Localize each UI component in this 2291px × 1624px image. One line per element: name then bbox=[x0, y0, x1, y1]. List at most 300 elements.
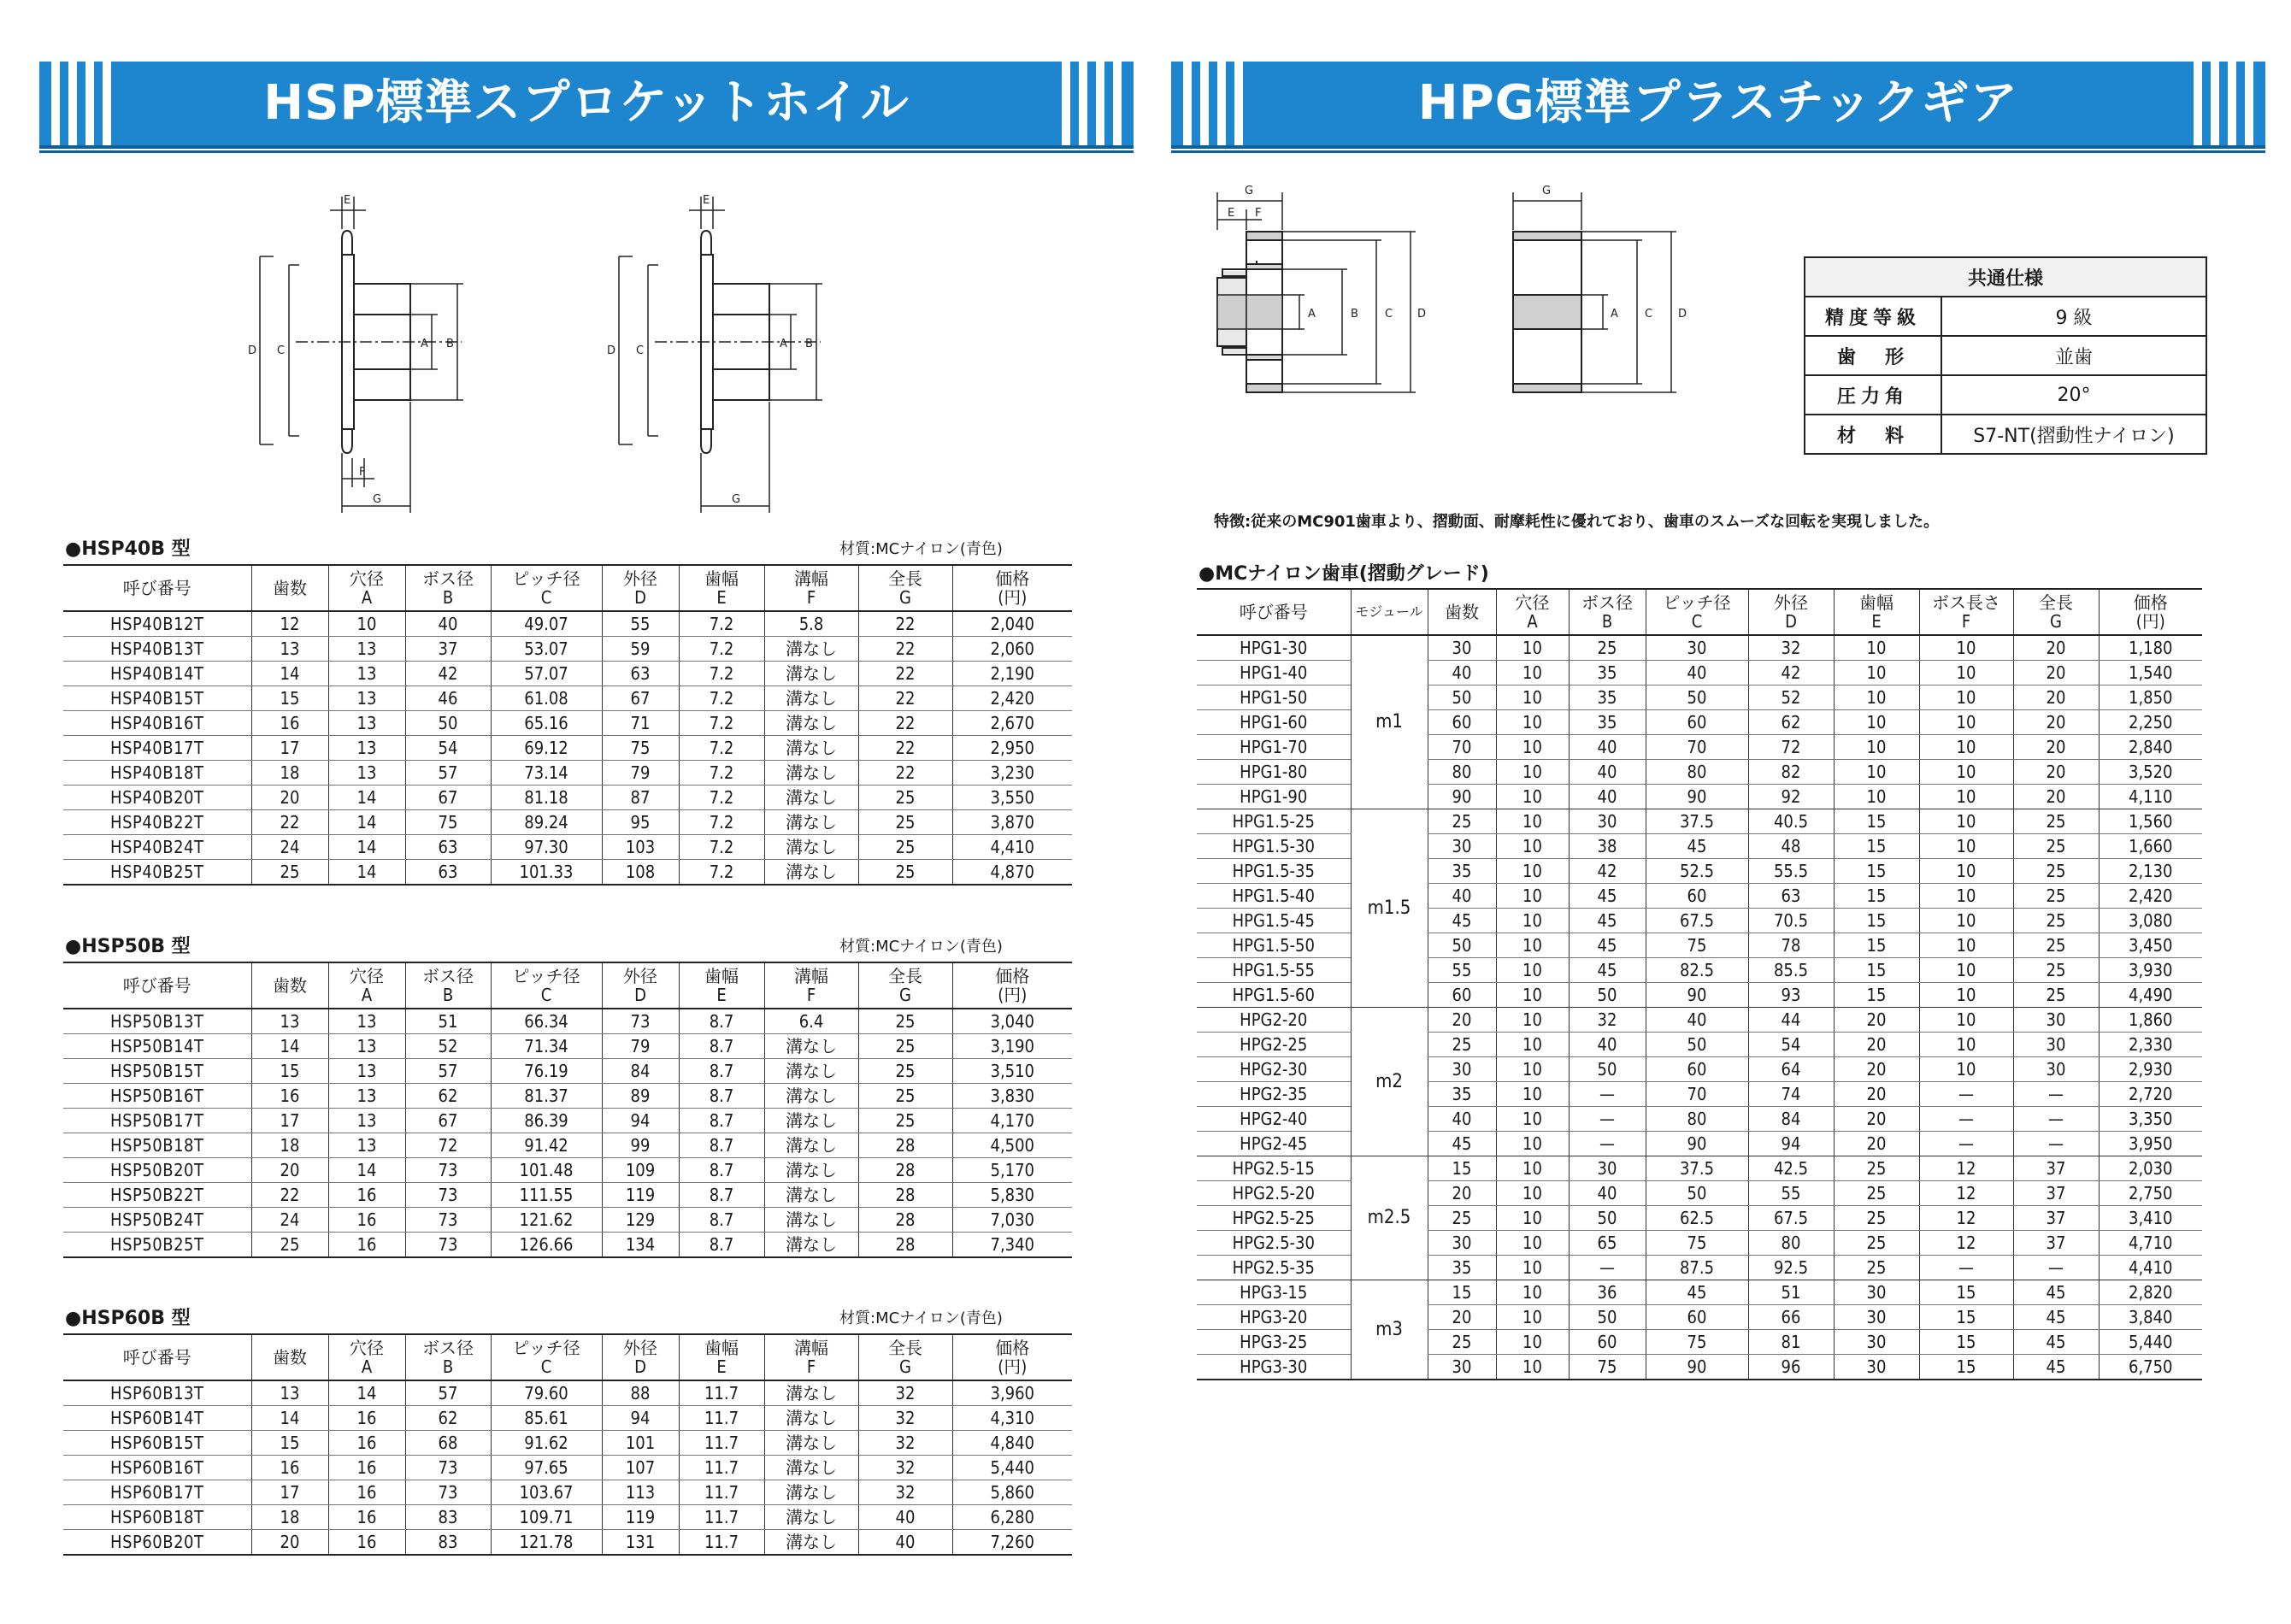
table-cell: 73 bbox=[405, 1183, 491, 1208]
spec-key-pressure-angle: 圧力角 bbox=[1805, 375, 1941, 415]
column-header: 価格 (円) bbox=[2099, 589, 2202, 635]
svg-text:A: A bbox=[780, 338, 787, 350]
hsp60b-material: 材質:MCナイロン(青色) bbox=[839, 1309, 1003, 1327]
table-cell: 45 bbox=[1569, 958, 1646, 983]
svg-text:A: A bbox=[1308, 308, 1316, 321]
table-cell: 103 bbox=[602, 835, 679, 860]
table-cell: 25 bbox=[1428, 1206, 1496, 1231]
table-cell: 134 bbox=[602, 1233, 679, 1258]
table-cell: 30 bbox=[1428, 635, 1496, 661]
table-cell: 1,860 bbox=[2099, 1008, 2202, 1033]
table-cell: 3,410 bbox=[2099, 1206, 2202, 1231]
table-cell: HSP40B13T bbox=[63, 637, 251, 662]
table-cell: 8.7 bbox=[679, 1233, 764, 1258]
table-cell: 13 bbox=[251, 1009, 328, 1034]
table-cell: 14 bbox=[328, 786, 405, 810]
module-cell: m1.5 bbox=[1351, 809, 1428, 1008]
table-cell: HSP50B18T bbox=[63, 1133, 251, 1158]
table-cell: HPG2.5-30 bbox=[1197, 1231, 1351, 1256]
table-cell: 10 bbox=[1919, 834, 2013, 859]
table-cell: 10 bbox=[1496, 1181, 1569, 1206]
table-cell: 85.5 bbox=[1748, 958, 1834, 983]
table-cell: 50 bbox=[1428, 933, 1496, 958]
table-cell: 45 bbox=[1569, 884, 1646, 909]
table-cell: 7.2 bbox=[679, 761, 764, 786]
table-cell: 44 bbox=[1748, 1008, 1834, 1033]
table-cell: 50 bbox=[1569, 1305, 1646, 1330]
table-cell: 40 bbox=[1569, 1181, 1646, 1206]
table-cell: HSP40B12T bbox=[63, 611, 251, 637]
table-cell: 25 bbox=[1834, 1181, 1919, 1206]
table-cell: 91.42 bbox=[491, 1133, 602, 1158]
hsp60b-title: ●HSP60B 型 bbox=[65, 1308, 191, 1329]
table-cell: 10 bbox=[1919, 859, 2013, 884]
column-header: 呼び番号 bbox=[1197, 589, 1351, 635]
table-cell: 83 bbox=[405, 1505, 491, 1530]
column-header: 歯幅 E bbox=[679, 1334, 764, 1380]
table-cell: 12 bbox=[1919, 1206, 2013, 1231]
table-cell: 16 bbox=[328, 1505, 405, 1530]
table-cell: 13 bbox=[328, 1009, 405, 1034]
table-cell: 20 bbox=[2013, 785, 2099, 809]
table-cell: 79 bbox=[602, 1034, 679, 1059]
module-cell: m3 bbox=[1351, 1280, 1428, 1380]
table-cell: 45 bbox=[2013, 1330, 2099, 1355]
svg-text:B: B bbox=[805, 338, 813, 350]
table-row bbox=[1197, 1280, 2202, 1305]
svg-text:C: C bbox=[1385, 308, 1393, 321]
table-cell: 溝なし bbox=[764, 1530, 858, 1556]
table-cell: 81.37 bbox=[491, 1084, 602, 1109]
table-cell: 66 bbox=[1748, 1305, 1834, 1330]
column-header: 価格 (円) bbox=[952, 962, 1072, 1009]
table-row bbox=[1197, 785, 2202, 809]
table-cell: 25 bbox=[1834, 1156, 1919, 1181]
table-cell: 溝なし bbox=[764, 860, 858, 886]
table-cell: 22 bbox=[858, 686, 952, 711]
table-cell: 10 bbox=[1834, 760, 1919, 785]
column-header: ボス径 B bbox=[405, 962, 491, 1009]
table-row bbox=[63, 611, 1072, 637]
table-cell: 2,750 bbox=[2099, 1181, 2202, 1206]
column-header: 全長 G bbox=[858, 962, 952, 1009]
table-row bbox=[63, 1233, 1072, 1258]
column-header: 呼び番号 bbox=[63, 1334, 251, 1380]
table-row bbox=[63, 1530, 1072, 1556]
table-cell: 1,660 bbox=[2099, 834, 2202, 859]
table-cell: 溝なし bbox=[764, 686, 858, 711]
table-cell: 17 bbox=[251, 736, 328, 761]
table-cell: 22 bbox=[858, 611, 952, 637]
svg-text:E: E bbox=[1228, 207, 1235, 220]
column-header: 穴径 A bbox=[1496, 589, 1569, 635]
table-cell: 10 bbox=[1834, 685, 1919, 710]
column-header: ピッチ径 C bbox=[491, 565, 602, 611]
table-cell: 20 bbox=[2013, 710, 2099, 735]
table-cell: 72 bbox=[1748, 735, 1834, 760]
table-cell: 62.5 bbox=[1646, 1206, 1748, 1231]
table-cell: 20 bbox=[1834, 1132, 1919, 1156]
table-cell: 25 bbox=[858, 1034, 952, 1059]
table-cell: 25 bbox=[1834, 1256, 1919, 1280]
table-cell: 10 bbox=[1496, 983, 1569, 1008]
table-row bbox=[1197, 1057, 2202, 1082]
spec-key-material: 材 料 bbox=[1805, 415, 1941, 454]
table-cell: HPG1.5-60 bbox=[1197, 983, 1351, 1008]
table-row bbox=[1197, 834, 2202, 859]
table-cell: HSP50B20T bbox=[63, 1158, 251, 1183]
table-cell: HSP60B20T bbox=[63, 1530, 251, 1556]
table-cell: — bbox=[1569, 1107, 1646, 1132]
table-cell: 4,110 bbox=[2099, 785, 2202, 809]
table-cell: 50 bbox=[1569, 1057, 1646, 1082]
table-row bbox=[63, 1034, 1072, 1059]
table-cell: 37.5 bbox=[1646, 809, 1748, 834]
table-cell: HSP40B18T bbox=[63, 761, 251, 786]
table-cell: 12 bbox=[251, 611, 328, 637]
hsp40b-material: 材質:MCナイロン(青色) bbox=[839, 540, 1003, 558]
table-cell: — bbox=[1919, 1107, 2013, 1132]
table-cell: 2,820 bbox=[2099, 1280, 2202, 1305]
table-row bbox=[1197, 909, 2202, 933]
table-cell: 7.2 bbox=[679, 662, 764, 686]
svg-text:D: D bbox=[1417, 308, 1427, 321]
svg-text:G: G bbox=[1542, 185, 1552, 197]
table-cell: 25 bbox=[2013, 834, 2099, 859]
common-spec-title: 共通仕様 bbox=[1805, 257, 2206, 297]
table-cell: 73 bbox=[405, 1158, 491, 1183]
table-cell: 73 bbox=[405, 1208, 491, 1233]
table-cell: HPG3-20 bbox=[1197, 1305, 1351, 1330]
table-cell: 15 bbox=[1428, 1280, 1496, 1305]
column-header: モジュール bbox=[1351, 589, 1428, 635]
table-cell: 10 bbox=[1919, 983, 2013, 1008]
table-cell: 94 bbox=[602, 1406, 679, 1431]
table-cell: 1,180 bbox=[2099, 635, 2202, 661]
table-cell: 30 bbox=[1834, 1355, 1919, 1380]
column-header: ピッチ径 C bbox=[491, 1334, 602, 1380]
table-cell: 15 bbox=[1834, 884, 1919, 909]
table-cell: 75 bbox=[1646, 1231, 1748, 1256]
table-cell: 90 bbox=[1646, 1132, 1748, 1156]
table-cell: 10 bbox=[1834, 661, 1919, 685]
table-cell: 2,720 bbox=[2099, 1082, 2202, 1107]
table-cell: 8.7 bbox=[679, 1034, 764, 1059]
table-cell: 3,960 bbox=[952, 1380, 1072, 1406]
table-cell: 7,340 bbox=[952, 1233, 1072, 1258]
table-cell: 108 bbox=[602, 860, 679, 886]
table-cell: 101.48 bbox=[491, 1158, 602, 1183]
table-cell: 4,500 bbox=[952, 1133, 1072, 1158]
svg-text:F: F bbox=[1255, 207, 1262, 220]
table-cell: HSP60B14T bbox=[63, 1406, 251, 1431]
table-cell: 1,540 bbox=[2099, 661, 2202, 685]
table-cell: 溝なし bbox=[764, 736, 858, 761]
table-row bbox=[1197, 1355, 2202, 1380]
column-header: 価格 (円) bbox=[952, 565, 1072, 611]
table-cell: HPG2-20 bbox=[1197, 1008, 1351, 1033]
table-cell: 30 bbox=[1834, 1280, 1919, 1305]
table-row bbox=[1197, 1107, 2202, 1132]
table-cell: 16 bbox=[251, 1084, 328, 1109]
table-cell: 40.5 bbox=[1748, 809, 1834, 834]
table-cell: 90 bbox=[1646, 1355, 1748, 1380]
table-cell: 3,550 bbox=[952, 786, 1072, 810]
table-cell: 2,330 bbox=[2099, 1033, 2202, 1057]
table-cell: 5.8 bbox=[764, 611, 858, 637]
table-cell: 8.7 bbox=[679, 1208, 764, 1233]
svg-text:C: C bbox=[636, 344, 645, 357]
table-cell: 50 bbox=[1569, 1206, 1646, 1231]
table-cell: 溝なし bbox=[764, 761, 858, 786]
table-cell: 113 bbox=[602, 1480, 679, 1505]
table-cell: HPG1.5-25 bbox=[1197, 809, 1351, 834]
table-row bbox=[1197, 735, 2202, 760]
table-cell: 7.2 bbox=[679, 835, 764, 860]
table-cell: 79 bbox=[602, 761, 679, 786]
sprocket-drawing-1 bbox=[248, 188, 504, 521]
table-cell: 30 bbox=[1428, 1231, 1496, 1256]
table-cell: 25 bbox=[1428, 1330, 1496, 1355]
table-cell: 32 bbox=[858, 1406, 952, 1431]
table-cell: 15 bbox=[251, 686, 328, 711]
table-cell: 63 bbox=[405, 860, 491, 886]
table-cell: 15 bbox=[1834, 958, 1919, 983]
table-cell: HPG1.5-30 bbox=[1197, 834, 1351, 859]
table-cell: 94 bbox=[1748, 1132, 1834, 1156]
table-cell: 溝なし bbox=[764, 1431, 858, 1456]
table-cell: 溝なし bbox=[764, 1233, 858, 1258]
table-cell: 35 bbox=[1428, 1082, 1496, 1107]
table-cell: 10 bbox=[1496, 1008, 1569, 1033]
table-cell: 89 bbox=[602, 1084, 679, 1109]
column-header: 外径 D bbox=[1748, 589, 1834, 635]
table-cell: 83 bbox=[405, 1530, 491, 1556]
table-cell: HSP40B16T bbox=[63, 711, 251, 736]
table-cell: 50 bbox=[1646, 1033, 1748, 1057]
table-cell: 91.62 bbox=[491, 1431, 602, 1456]
table-cell: 60 bbox=[1646, 1057, 1748, 1082]
table-cell: 80 bbox=[1646, 760, 1748, 785]
table-cell: 73 bbox=[405, 1480, 491, 1505]
table-cell: 28 bbox=[858, 1233, 952, 1258]
table-cell: 14 bbox=[328, 1380, 405, 1406]
table-cell: 22 bbox=[251, 1183, 328, 1208]
column-header: 溝幅 F bbox=[764, 962, 858, 1009]
table-cell: 3,930 bbox=[2099, 958, 2202, 983]
table-cell: 7.2 bbox=[679, 860, 764, 886]
table-cell: 70.5 bbox=[1748, 909, 1834, 933]
table-cell: 15 bbox=[1834, 809, 1919, 834]
table-cell: 20 bbox=[1834, 1057, 1919, 1082]
table-cell: 5,440 bbox=[952, 1456, 1072, 1480]
table-cell: 2,030 bbox=[2099, 1156, 2202, 1181]
table-cell: 20 bbox=[1428, 1305, 1496, 1330]
table-cell: 80 bbox=[1646, 1107, 1748, 1132]
table-cell: 75 bbox=[1646, 1330, 1748, 1355]
table-cell: 82.5 bbox=[1646, 958, 1748, 983]
table-cell: HSP50B15T bbox=[63, 1059, 251, 1084]
sprocket-drawing-2 bbox=[607, 188, 863, 521]
table-row bbox=[63, 860, 1072, 886]
table-cell: 73 bbox=[405, 1233, 491, 1258]
table-cell: 126.66 bbox=[491, 1233, 602, 1258]
table-cell: 88 bbox=[602, 1380, 679, 1406]
table-cell: 6.4 bbox=[764, 1009, 858, 1034]
table-cell: 30 bbox=[2013, 1008, 2099, 1033]
table-row bbox=[1197, 760, 2202, 785]
table-row bbox=[63, 1480, 1072, 1505]
feature-text: 特徴:従来のMC901歯車より、摺動面、耐摩耗性に優れており、歯車のスムーズな回転を実現しました。 bbox=[1214, 513, 1940, 531]
table-cell: 10 bbox=[1496, 859, 1569, 884]
table-cell: 16 bbox=[328, 1456, 405, 1480]
table-cell: 55 bbox=[1748, 1181, 1834, 1206]
table-cell: 55 bbox=[1428, 958, 1496, 983]
column-header: 穴径 A bbox=[328, 962, 405, 1009]
table-cell: 12 bbox=[1919, 1156, 2013, 1181]
table-cell: 10 bbox=[1496, 1256, 1569, 1280]
table-cell: 89.24 bbox=[491, 810, 602, 835]
table-cell: 3,450 bbox=[2099, 933, 2202, 958]
table-cell: 75 bbox=[1569, 1355, 1646, 1380]
table-cell: 13 bbox=[328, 1109, 405, 1133]
table-cell: HPG3-15 bbox=[1197, 1280, 1351, 1305]
table-cell: 25 bbox=[2013, 809, 2099, 834]
table-cell: 8.7 bbox=[679, 1084, 764, 1109]
table-cell: 45 bbox=[1569, 933, 1646, 958]
table-cell: 20 bbox=[2013, 661, 2099, 685]
table-row bbox=[63, 1505, 1072, 1530]
table-cell: 87 bbox=[602, 786, 679, 810]
table-cell: 28 bbox=[858, 1133, 952, 1158]
column-header: 全長 G bbox=[2013, 589, 2099, 635]
table-row bbox=[63, 1208, 1072, 1233]
column-header: ボス径 B bbox=[405, 565, 491, 611]
table-cell: 溝なし bbox=[764, 1183, 858, 1208]
table-cell: 93 bbox=[1748, 983, 1834, 1008]
table-cell: 溝なし bbox=[764, 1456, 858, 1480]
column-header: 溝幅 F bbox=[764, 565, 858, 611]
table-cell: 10 bbox=[1496, 1280, 1569, 1305]
table-cell: 15 bbox=[1834, 933, 1919, 958]
table-row bbox=[63, 1158, 1072, 1183]
table-cell: 52 bbox=[405, 1034, 491, 1059]
table-cell: 16 bbox=[251, 711, 328, 736]
table-cell: 2,840 bbox=[2099, 735, 2202, 760]
table-cell: 40 bbox=[405, 611, 491, 637]
table-cell: 32 bbox=[858, 1380, 952, 1406]
table-cell: HSP50B24T bbox=[63, 1208, 251, 1233]
table-cell: HPG2.5-20 bbox=[1197, 1181, 1351, 1206]
table-cell: 42 bbox=[1569, 859, 1646, 884]
table-cell: 85.61 bbox=[491, 1406, 602, 1431]
spec-value-material: S7-NT(摺動性ナイロン) bbox=[1941, 415, 2206, 454]
table-cell: 52 bbox=[1748, 685, 1834, 710]
table-row bbox=[1197, 884, 2202, 909]
hsp40b-title: ●HSP40B 型 bbox=[65, 538, 191, 560]
table-cell: HSP50B13T bbox=[63, 1009, 251, 1034]
table-cell: 7.2 bbox=[679, 711, 764, 736]
table-cell: HPG1-70 bbox=[1197, 735, 1351, 760]
column-header: 歯数 bbox=[251, 565, 328, 611]
table-cell: 4,310 bbox=[952, 1406, 1072, 1431]
table-cell: 14 bbox=[251, 1406, 328, 1431]
column-header: ピッチ径 C bbox=[1646, 589, 1748, 635]
table-cell: 67.5 bbox=[1646, 909, 1748, 933]
table-cell: 4,170 bbox=[952, 1109, 1072, 1133]
table-cell: 35 bbox=[1569, 661, 1646, 685]
table-cell: 67 bbox=[405, 786, 491, 810]
table-cell: HSP40B14T bbox=[63, 662, 251, 686]
table-cell: 2,250 bbox=[2099, 710, 2202, 735]
table-row bbox=[63, 1456, 1072, 1480]
table-cell: 60 bbox=[1646, 710, 1748, 735]
table-cell: 25 bbox=[858, 810, 952, 835]
table-cell: 30 bbox=[1428, 1057, 1496, 1082]
table-row bbox=[63, 786, 1072, 810]
table-cell: 63 bbox=[405, 835, 491, 860]
table-cell: 65 bbox=[1569, 1231, 1646, 1256]
table-cell: 15 bbox=[1834, 983, 1919, 1008]
table-cell: 51 bbox=[405, 1009, 491, 1034]
table-cell: 5,440 bbox=[2099, 1330, 2202, 1355]
table-cell: HPG1-50 bbox=[1197, 685, 1351, 710]
table-cell: 10 bbox=[1496, 635, 1569, 661]
table-cell: 10 bbox=[1496, 809, 1569, 834]
table-cell: 7,030 bbox=[952, 1208, 1072, 1233]
table-cell: 2,060 bbox=[952, 637, 1072, 662]
table-cell: 10 bbox=[1834, 635, 1919, 661]
table-cell: 10 bbox=[1919, 909, 2013, 933]
table-row bbox=[1197, 809, 2202, 834]
table-cell: 14 bbox=[251, 1034, 328, 1059]
table-cell: HSP40B17T bbox=[63, 736, 251, 761]
table-cell: 36 bbox=[1569, 1280, 1646, 1305]
table-cell: 溝なし bbox=[764, 662, 858, 686]
table-cell: 81 bbox=[1748, 1330, 1834, 1355]
table-cell: 7.2 bbox=[679, 611, 764, 637]
table-cell: 15 bbox=[1428, 1156, 1496, 1181]
table-cell: 32 bbox=[858, 1480, 952, 1505]
table-cell: 13 bbox=[328, 711, 405, 736]
table-cell: 50 bbox=[1428, 685, 1496, 710]
gear-drawing-2 bbox=[1496, 175, 1701, 466]
column-header: 溝幅 F bbox=[764, 1334, 858, 1380]
table-row bbox=[63, 1059, 1072, 1084]
table-cell: 15 bbox=[251, 1059, 328, 1084]
table-cell: 10 bbox=[1496, 1355, 1569, 1380]
table-cell: 129 bbox=[602, 1208, 679, 1233]
table-cell: 4,710 bbox=[2099, 1231, 2202, 1256]
table-cell: 45 bbox=[2013, 1280, 2099, 1305]
table-cell: 5,860 bbox=[952, 1480, 1072, 1505]
table-cell: 10 bbox=[1496, 884, 1569, 909]
table-cell: 10 bbox=[1919, 1033, 2013, 1057]
table-row bbox=[1197, 859, 2202, 884]
table-cell: 54 bbox=[405, 736, 491, 761]
table-cell: — bbox=[1919, 1256, 2013, 1280]
table-cell: 14 bbox=[328, 860, 405, 886]
table-cell: 3,510 bbox=[952, 1059, 1072, 1084]
table-cell: 溝なし bbox=[764, 1208, 858, 1233]
table-cell: 20 bbox=[1428, 1181, 1496, 1206]
table-cell: 42.5 bbox=[1748, 1156, 1834, 1181]
table-cell: HSP60B13T bbox=[63, 1380, 251, 1406]
table-cell: 10 bbox=[1496, 1033, 1569, 1057]
table-cell: 42 bbox=[1748, 661, 1834, 685]
table-cell: HSP40B15T bbox=[63, 686, 251, 711]
table-row bbox=[63, 662, 1072, 686]
